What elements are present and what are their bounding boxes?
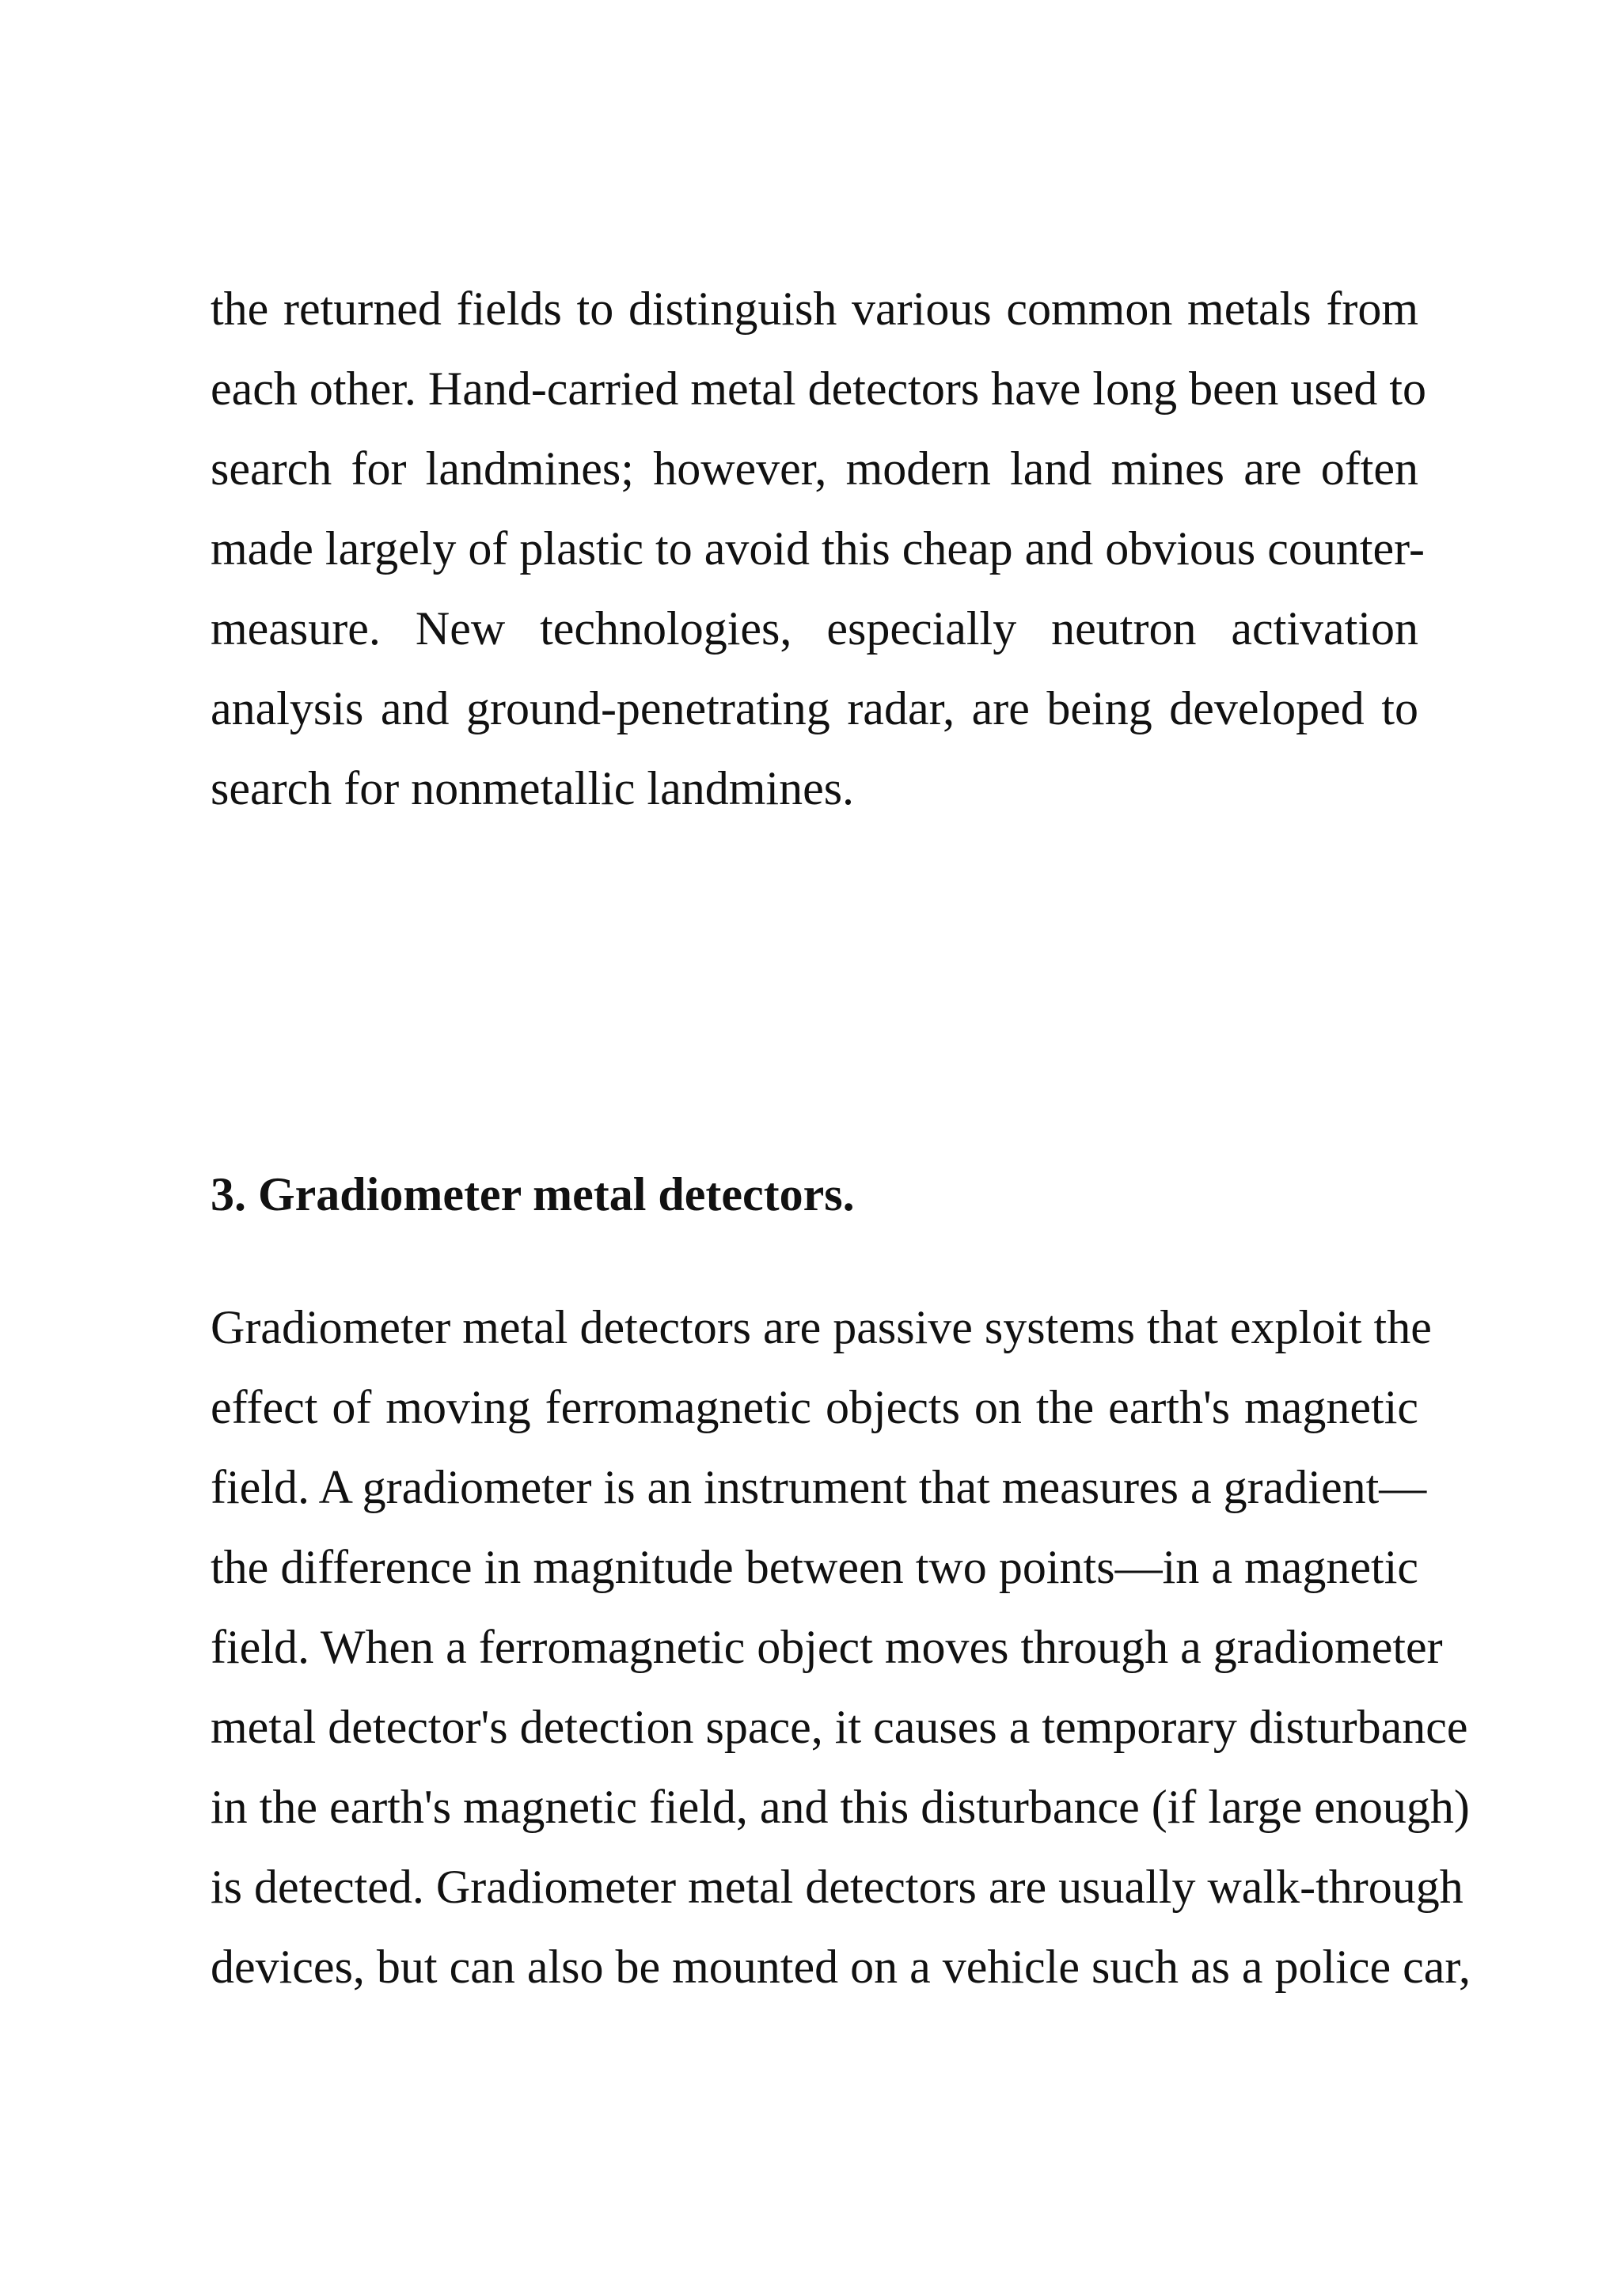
paragraph-line: each other. Hand-carried metal detectors have long been used to [211,362,1427,415]
paragraph-line: made largely of plastic to avoid this cheap and obvious counter- [211,522,1425,575]
paragraph-line: search for landmines; however, modern land mines are often [211,442,1418,495]
paragraph-line: the returned fields to distinguish various common metals from [211,283,1418,335]
paragraph-line: field. A gradiometer is an instrument that measures a gradient— [211,1461,1427,1513]
paragraph-line: metal detector's detection space, it causes a temporary disturbance [211,1701,1468,1753]
section-heading: 3. Gradiometer metal detectors. [211,1168,855,1220]
paragraph-line: measure. New technologies, especially neutron activation [211,602,1418,655]
paragraph-line: Gradiometer metal detectors are passive systems that exploit the [211,1301,1432,1353]
paragraph-line: devices, but can also be mounted on a vehicle such as a police car, [211,1941,1471,1993]
paragraph-line: is detected. Gradiometer metal detectors are usually walk-through [211,1861,1463,1913]
paragraph-line: effect of moving ferromagnetic objects on the earth's magnetic [211,1381,1418,1433]
paragraph-line: search for nonmetallic landmines. [211,762,855,814]
paragraph-line: the difference in magnitude between two points—in a magnetic [211,1541,1418,1593]
paragraph-line: analysis and ground-penetrating radar, are being developed to [211,682,1418,734]
paragraph-line: in the earth's magnetic field, and this disturbance (if large enough) [211,1781,1470,1833]
paragraph-line: field. When a ferromagnetic object moves through a gradiometer [211,1621,1443,1673]
